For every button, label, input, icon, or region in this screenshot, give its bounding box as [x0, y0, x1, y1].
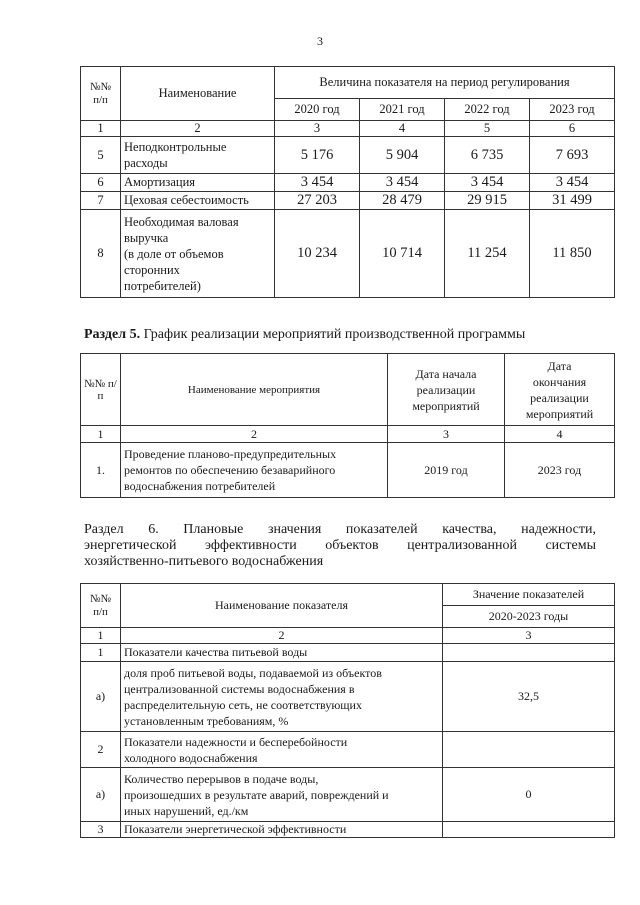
col-header-name: Наименование	[121, 67, 275, 121]
value-cell	[443, 644, 615, 662]
table-row	[81, 644, 615, 662]
value-cell: 0	[443, 768, 615, 822]
year-header: 2020 год	[275, 99, 360, 121]
row-name: доля проб питьевой воды, подаваемой из объектов централизованной системы водоснабжения в распределительную сеть, не соответствующих установленным требованиям, %	[121, 662, 443, 732]
row-num: 8	[81, 210, 121, 298]
row-name: Показатели энергетической эффективности	[121, 822, 443, 838]
row-num: 1	[81, 644, 121, 662]
index-cell: 1	[81, 426, 121, 443]
value-cell	[443, 822, 615, 838]
value-cell: 10 714	[360, 210, 445, 298]
table-row	[81, 822, 615, 838]
year-header: 2023 год	[530, 99, 615, 121]
start-date: 2019 год	[388, 443, 505, 498]
index-cell: 2	[121, 426, 388, 443]
col-header-name: Наименование показателя	[121, 584, 443, 628]
index-cell: 3	[443, 628, 615, 644]
row-num: 3	[81, 822, 121, 838]
row-name: Количество перерывов в подаче воды, произошедших в результате аварий, повреждений и иных нарушений, ед./км	[121, 768, 443, 822]
index-cell: 1	[81, 121, 121, 137]
row-num: а)	[81, 662, 121, 732]
table-row	[81, 443, 615, 498]
index-cell: 4	[360, 121, 445, 137]
row-name: Амортизация	[121, 174, 275, 192]
end-date: 2023 год	[505, 443, 615, 498]
index-cell: 2	[121, 628, 443, 644]
value-cell: 5 176	[275, 137, 360, 174]
value-cell: 11 254	[445, 210, 530, 298]
row-name: Показатели надежности и бесперебойности холодного водоснабжения	[121, 732, 443, 768]
col-header-period: 2020-2023 годы	[443, 606, 615, 628]
section-6-line-1: Раздел 6. Плановые значения показателей качества, надежности,	[84, 522, 596, 537]
value-cell: 5 904	[360, 137, 445, 174]
row-name: Цеховая себестоимость	[121, 192, 275, 210]
section-5-label: Раздел 5.	[84, 327, 141, 342]
row-num: 7	[81, 192, 121, 210]
value-cell: 11 850	[530, 210, 615, 298]
col-header-period: Величина показателя на период регулирования	[275, 67, 615, 99]
year-header: 2022 год	[445, 99, 530, 121]
index-cell: 5	[445, 121, 530, 137]
col-header-name: Наименование мероприятия	[121, 354, 388, 426]
index-cell: 3	[275, 121, 360, 137]
index-cell: 4	[505, 426, 615, 443]
value-cell: 10 234	[275, 210, 360, 298]
page-number: 3	[317, 34, 323, 48]
value-cell	[443, 732, 615, 768]
schedule-table	[80, 353, 615, 498]
value-cell: 3 454	[530, 174, 615, 192]
row-num: 2	[81, 732, 121, 768]
value-cell: 31 499	[530, 192, 615, 210]
index-cell: 1	[81, 628, 121, 644]
col-header-num: №№ п/п	[81, 584, 121, 628]
row-name: Неподконтрольные расходы	[121, 137, 275, 174]
index-cell: 6	[530, 121, 615, 137]
row-num: а)	[81, 768, 121, 822]
value-cell: 3 454	[360, 174, 445, 192]
table-row	[81, 732, 615, 768]
value-cell: 7 693	[530, 137, 615, 174]
table-row	[81, 192, 615, 210]
value-cell: 28 479	[360, 192, 445, 210]
col-header-num: №№ п/п	[81, 67, 121, 121]
table-row	[81, 174, 615, 192]
row-name: Показатели качества питьевой воды	[121, 644, 443, 662]
col-header-value: Значение показателей	[443, 584, 615, 606]
index-cell: 3	[388, 426, 505, 443]
row-name: Проведение планово-предупредительных ремонтов по обеспечению безаварийного водоснабжения потребителей	[121, 443, 388, 498]
value-cell: 32,5	[443, 662, 615, 732]
section-6-line-2: энергетической эффективности объектов централизованной системы	[84, 538, 596, 553]
section-5-heading	[84, 327, 525, 343]
table-row	[81, 662, 615, 732]
year-header: 2021 год	[360, 99, 445, 121]
table-row	[81, 137, 615, 174]
value-cell: 29 915	[445, 192, 530, 210]
quality-indicators-table	[80, 583, 615, 838]
row-num: 6	[81, 174, 121, 192]
section-5-title: График реализации мероприятий производственной программы	[143, 327, 526, 342]
row-num: 1.	[81, 443, 121, 498]
col-header-end: Дата окончания реализации мероприятий	[505, 354, 615, 426]
col-header-start: Дата начала реализации мероприятий	[388, 354, 505, 426]
table-row	[81, 210, 615, 298]
production-indicators-table	[80, 66, 615, 298]
section-6-heading	[84, 522, 596, 554]
value-cell: 27 203	[275, 192, 360, 210]
col-header-num: №№ п/п	[81, 354, 121, 426]
row-name: Необходимая валовая выручка (в доле от объемов сторонних потребителей)	[121, 210, 275, 298]
table-row	[81, 768, 615, 822]
row-num: 5	[81, 137, 121, 174]
section-6-line-3: хозяйственно-питьевого водоснабжения	[84, 554, 324, 569]
index-cell: 2	[121, 121, 275, 137]
value-cell: 6 735	[445, 137, 530, 174]
value-cell: 3 454	[445, 174, 530, 192]
value-cell: 3 454	[275, 174, 360, 192]
